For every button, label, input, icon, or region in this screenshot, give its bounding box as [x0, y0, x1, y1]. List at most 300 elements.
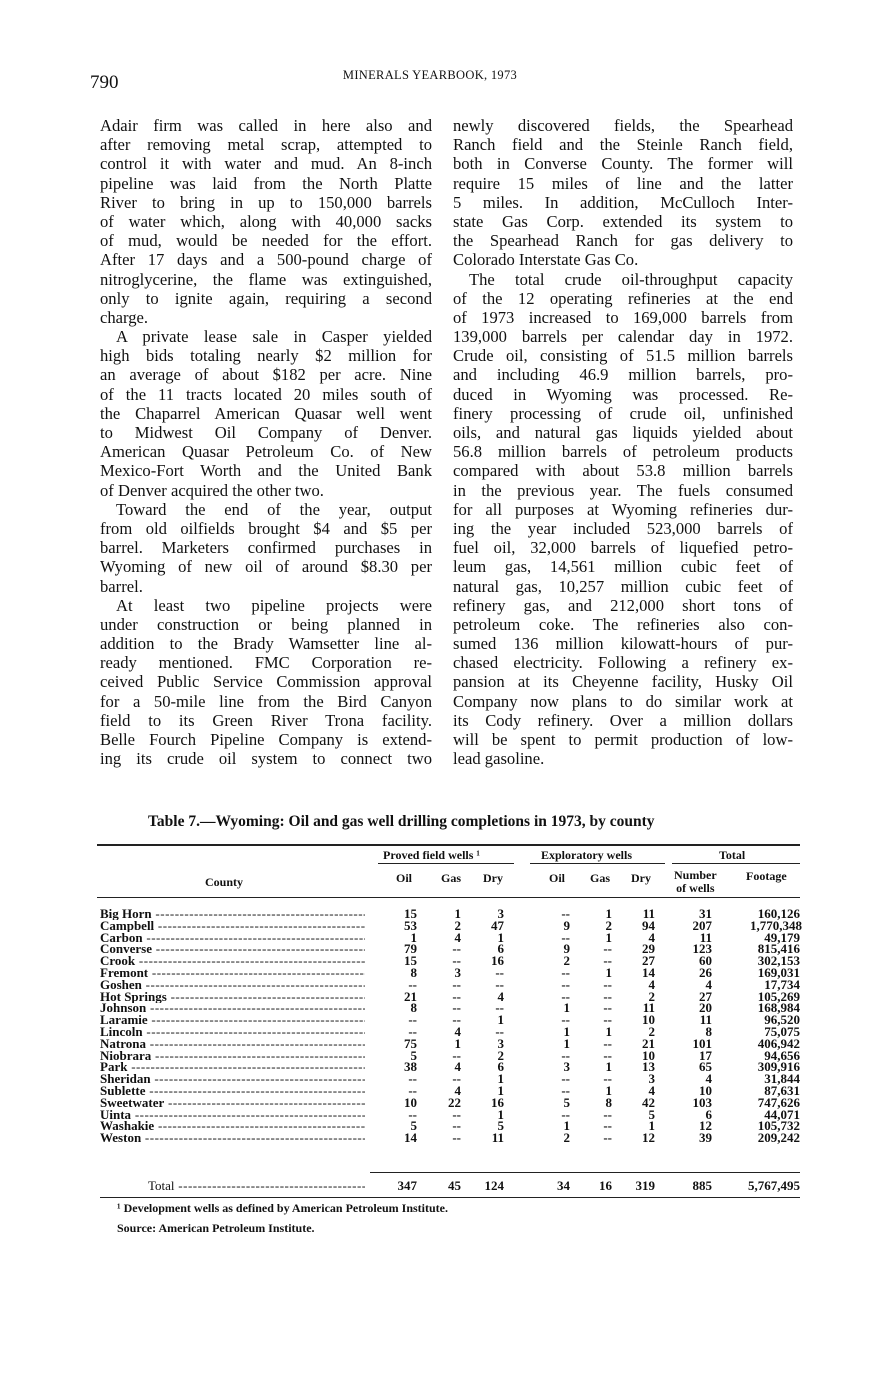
cell-footage: 1,770,348: [750, 917, 802, 933]
header-exploratory-wells: Exploratory wells: [541, 848, 632, 862]
text-line: both in Converse County. The former will: [453, 154, 793, 174]
header-exploratory-dry: Dry: [631, 871, 651, 885]
cell-proved-gas: 3: [454, 964, 461, 980]
cell-exploratory-gas: --: [603, 1047, 612, 1063]
cell-exploratory-gas: --: [603, 1106, 612, 1122]
cell-number-of-wells: 12: [699, 1118, 712, 1134]
cell-footage: 17,734: [764, 976, 800, 992]
table-row: [100, 1094, 800, 1110]
cell-proved-gas: --: [452, 1000, 461, 1016]
cell-exploratory-oil: 1: [563, 1023, 570, 1039]
text-line: oils, and natural gas liquids yielded about: [453, 423, 793, 442]
text-line: petroleum coke. The refineries also con-: [453, 614, 793, 634]
county-name: Sheridan -----: [100, 1073, 365, 1085]
cell-exploratory-oil: --: [561, 1082, 570, 1098]
text-line: control it with water and mud. An 8-inch: [100, 154, 432, 174]
cell-footage: 160,126: [757, 906, 800, 921]
total-proved-oil: 347: [397, 1178, 417, 1193]
cell-number-of-wells: 103: [692, 1094, 712, 1110]
cell-exploratory-gas: 8: [605, 1094, 612, 1110]
cell-footage: 105,269: [757, 988, 800, 1004]
cell-exploratory-gas: --: [603, 976, 612, 992]
cell-number-of-wells: 123: [692, 941, 712, 957]
cell-footage: 94,656: [764, 1047, 800, 1063]
cell-number-of-wells: 17: [699, 1047, 712, 1063]
cell-exploratory-oil: --: [561, 964, 570, 980]
cell-number-of-wells: 4: [705, 1071, 712, 1087]
cell-number-of-wells: 8: [705, 1023, 712, 1039]
cell-proved-gas: 1: [454, 1035, 461, 1051]
cell-proved-oil: --: [408, 1106, 417, 1122]
cell-exploratory-dry: 5: [648, 1106, 655, 1122]
text-line: refinery gas, and 212,000 short tons of: [453, 595, 793, 615]
text-line: under construction or being planned in: [100, 614, 432, 634]
right-text-column: [453, 116, 793, 768]
table-row: [100, 1061, 800, 1073]
text-line: charge.: [100, 307, 149, 327]
cell-exploratory-oil: 5: [563, 1094, 570, 1110]
text-line: Adair firm was called in here also and: [100, 116, 432, 135]
cell-exploratory-oil: 1: [563, 1035, 570, 1051]
cell-proved-oil: 75: [404, 1035, 417, 1051]
cell-proved-oil: 10: [404, 1094, 417, 1110]
cell-proved-gas: --: [452, 1106, 461, 1122]
text-line: only to ignite again, requiring a second: [100, 288, 432, 308]
cell-proved-dry: 16: [491, 1094, 504, 1110]
cell-exploratory-oil: --: [561, 906, 570, 921]
text-line: At least two pipeline projects were: [116, 595, 432, 615]
text-line: After 17 days and a 500-pound charge of: [100, 250, 432, 270]
county-name: Niobrara -----: [100, 1050, 365, 1062]
cell-exploratory-gas: --: [603, 1012, 612, 1028]
text-line: of the 12 operating refineries at the end: [453, 288, 793, 308]
cell-exploratory-oil: --: [561, 988, 570, 1004]
text-line: field to its Green River Trona facility.: [100, 710, 432, 730]
cell-proved-dry: 1: [497, 1082, 504, 1098]
text-line: The total crude oil-throughput capacity: [469, 269, 793, 289]
cell-proved-gas: --: [452, 1130, 461, 1146]
text-line: will be spent to permit production of low-: [453, 730, 793, 749]
cell-proved-dry: 1: [497, 1106, 504, 1122]
text-line: the Spearhead Ranch for gas delivery to: [453, 231, 793, 251]
cell-proved-oil: --: [408, 1012, 417, 1028]
cell-exploratory-oil: --: [561, 1071, 570, 1087]
cell-proved-dry: 11: [491, 1130, 504, 1146]
cell-exploratory-dry: 11: [642, 1000, 655, 1016]
county-name: Johnson -----: [100, 1002, 365, 1014]
cell-exploratory-gas: 2: [605, 917, 612, 933]
total-row: [100, 1178, 800, 1192]
cell-number-of-wells: 26: [699, 964, 712, 980]
cell-exploratory-gas: --: [603, 1035, 612, 1051]
total-number-of-wells: 885: [692, 1178, 712, 1193]
proved-group-rule: [378, 863, 514, 864]
cell-number-of-wells: 207: [692, 917, 712, 933]
total-exploratory-gas: 16: [599, 1178, 612, 1193]
table-row: [100, 1014, 800, 1026]
county-name: Natrona -----: [100, 1038, 365, 1050]
text-line: Company now plans to do similar work at: [453, 691, 793, 711]
exploratory-group-rule: [530, 863, 665, 864]
text-line: duced in Wyoming was processed. Re-: [453, 384, 793, 404]
cell-exploratory-gas: 1: [605, 906, 612, 921]
header-exploratory-oil: Oil: [549, 871, 566, 885]
text-line: in the previous year. The fuels consumed: [453, 480, 793, 500]
cell-proved-gas: --: [452, 941, 461, 957]
text-line: for a 50-mile line from the Bird Canyon: [100, 691, 432, 711]
text-line: 56.8 million barrels of petroleum products: [453, 442, 793, 462]
cell-exploratory-oil: 1: [563, 1118, 570, 1134]
header-proved-dry: Dry: [483, 871, 503, 885]
cell-exploratory-dry: 4: [648, 976, 655, 992]
text-line: chased electricity. Following a refinery ex-: [453, 653, 793, 673]
cell-exploratory-oil: 2: [563, 953, 570, 969]
cell-proved-oil: --: [408, 976, 417, 992]
cell-proved-dry: --: [495, 1000, 504, 1016]
text-line: American Quasar Petroleum Co. of New: [100, 442, 432, 462]
cell-exploratory-oil: --: [561, 1106, 570, 1122]
total-footage: 5,767,495: [748, 1178, 800, 1193]
cell-exploratory-gas: --: [603, 988, 612, 1004]
cell-exploratory-gas: --: [603, 1130, 612, 1146]
cell-exploratory-oil: --: [561, 976, 570, 992]
text-line: nitroglycerine, the flame was extinguished,: [100, 269, 432, 289]
county-name: Campbell -----: [100, 920, 365, 932]
cell-number-of-wells: 60: [699, 953, 712, 969]
text-line: an average of about $182 per acre. Nine: [100, 365, 432, 385]
cell-exploratory-dry: 21: [642, 1035, 655, 1051]
cell-exploratory-gas: 1: [605, 1082, 612, 1098]
cell-proved-oil: --: [408, 1023, 417, 1039]
text-line: Mexico-Fort Worth and the United Bank: [100, 461, 432, 481]
text-line: Belle Fourch Pipeline Company is extend-: [100, 730, 432, 749]
cell-proved-dry: 4: [497, 988, 504, 1004]
cell-proved-oil: 53: [404, 917, 417, 933]
text-line: after removing metal scrap, attempted to: [100, 135, 432, 155]
text-line: ceived Public Service Commission approval: [100, 672, 432, 692]
total-exploratory-dry: 319: [635, 1178, 655, 1193]
cell-exploratory-dry: 14: [642, 964, 655, 980]
table-row: [100, 917, 802, 933]
text-line: A private lease sale in Casper yielded: [116, 327, 432, 347]
cell-proved-oil: 8: [410, 1000, 417, 1016]
table-source: Source: American Petroleum Institute.: [117, 1221, 315, 1235]
cell-proved-dry: 3: [497, 1035, 504, 1051]
text-line: require 15 miles of line and the latter: [453, 173, 793, 193]
cell-proved-dry: 1: [497, 1071, 504, 1087]
cell-number-of-wells: 11: [699, 929, 712, 945]
text-line: its Cody refinery. Over a million dollars: [453, 710, 793, 730]
cell-footage: 49,179: [764, 929, 800, 945]
table-footnote: ¹ Development wells as defined by American Petroleum Institute.: [117, 1201, 449, 1215]
cell-proved-oil: 14: [404, 1130, 417, 1146]
text-line: addition to the Brady Wamsetter line al-: [100, 634, 432, 654]
cell-exploratory-dry: 4: [648, 929, 655, 945]
cell-proved-gas: --: [452, 1047, 461, 1063]
cell-exploratory-gas: --: [603, 941, 612, 957]
county-name: Laramie -----: [100, 1014, 365, 1026]
text-line: the Chaparrel American Quasar well went: [100, 403, 432, 423]
table-row: [100, 976, 800, 992]
cell-proved-dry: --: [495, 976, 504, 992]
cell-footage: 406,942: [757, 1035, 800, 1051]
text-line: leum gas, 14,561 million cubic feet of: [453, 557, 793, 577]
county-name: Sublette -----: [100, 1085, 365, 1097]
total-proved-gas: 45: [448, 1178, 461, 1193]
cell-number-of-wells: 39: [699, 1130, 712, 1146]
text-line: of mud, would be needed for the effort.: [100, 231, 432, 251]
cell-exploratory-oil: --: [561, 1047, 570, 1063]
running-title: MINERALS YEARBOOK, 1973: [342, 68, 518, 82]
county-name: Hot Springs -----: [100, 991, 365, 1003]
table-row: [100, 1002, 800, 1014]
cell-proved-oil: 21: [404, 988, 417, 1004]
cell-footage: 302,153: [757, 953, 800, 969]
cell-proved-dry: 5: [497, 1118, 504, 1134]
cell-footage: 168,984: [757, 1000, 800, 1016]
text-line: Toward the end of the year, output: [116, 499, 432, 519]
cell-number-of-wells: 6: [705, 1106, 712, 1122]
cell-number-of-wells: 27: [699, 988, 712, 1004]
header-number-of-wells: [674, 869, 717, 895]
cell-proved-dry: --: [495, 1023, 504, 1039]
cell-exploratory-dry: 3: [648, 1071, 655, 1087]
cell-exploratory-gas: --: [603, 1118, 612, 1134]
table-bottom-rule: [100, 1197, 800, 1198]
text-line: finery processing of crude oil, unfinished: [453, 403, 793, 423]
text-line: state Gas Corp. extended its system to: [453, 211, 793, 231]
county-name: Goshen -----: [100, 979, 365, 991]
table-row: [100, 943, 800, 955]
header-proved-gas: Gas: [441, 871, 462, 885]
cell-footage: 747,626: [757, 1094, 800, 1110]
text-line: of 1973 increased to 169,000 barrels from: [453, 307, 793, 327]
cell-proved-dry: 3: [497, 906, 504, 921]
cell-footage: 44,071: [764, 1106, 800, 1122]
cell-footage: 87,631: [764, 1082, 800, 1098]
cell-exploratory-gas: --: [603, 1000, 612, 1016]
cell-proved-gas: 4: [454, 929, 461, 945]
cell-exploratory-oil: --: [561, 929, 570, 945]
cell-proved-gas: --: [452, 976, 461, 992]
cell-proved-dry: 6: [497, 1059, 504, 1075]
cell-exploratory-oil: 2: [563, 1130, 570, 1146]
text-line: for all purposes at Wyoming refineries dur-: [453, 499, 793, 519]
cell-proved-gas: --: [452, 1118, 461, 1134]
cell-proved-gas: --: [452, 1012, 461, 1028]
text-line: pipeline was laid from the North Platte: [100, 173, 432, 193]
cell-number-of-wells: 4: [705, 976, 712, 992]
table-row: [100, 1106, 800, 1122]
text-line: ready mentioned. FMC Corporation re-: [100, 653, 432, 673]
cell-proved-gas: --: [452, 953, 461, 969]
cell-proved-oil: 1: [410, 929, 417, 945]
text-line: compared with about 53.8 million barrels: [453, 461, 793, 481]
header-footage: Footage: [746, 869, 787, 883]
cell-proved-gas: --: [452, 1071, 461, 1087]
cell-proved-dry: 2: [497, 1047, 504, 1063]
cell-proved-gas: 4: [454, 1059, 461, 1075]
cell-proved-gas: 2: [454, 917, 461, 933]
table-row: [100, 1073, 800, 1085]
cell-proved-gas: 22: [448, 1094, 461, 1110]
table-row: [100, 1047, 800, 1063]
cell-proved-oil: 15: [404, 953, 417, 969]
header-total: Total: [719, 848, 746, 862]
cell-exploratory-dry: 1: [648, 1118, 655, 1134]
cell-exploratory-dry: 2: [648, 1023, 655, 1039]
cell-footage: 309,916: [757, 1059, 800, 1075]
text-line: River to bring in up to 150,000 barrels: [100, 192, 432, 212]
table-row: [100, 1035, 800, 1051]
cell-number-of-wells: 10: [699, 1082, 712, 1098]
cell-number-of-wells: 20: [699, 1000, 712, 1016]
cell-footage: 31,844: [764, 1071, 800, 1087]
cell-exploratory-dry: 11: [642, 906, 655, 921]
cell-proved-dry: 1: [497, 929, 504, 945]
cell-exploratory-dry: 42: [642, 1094, 655, 1110]
cell-exploratory-dry: 4: [648, 1082, 655, 1098]
text-line: 5 miles. In addition, McCulloch Inter-: [453, 192, 793, 212]
cell-footage: 169,031: [757, 964, 800, 980]
text-line: high bids totaling nearly $2 million for: [100, 346, 432, 366]
cell-proved-gas: 4: [454, 1082, 461, 1098]
cell-proved-dry: --: [495, 964, 504, 980]
cell-exploratory-gas: 1: [605, 964, 612, 980]
county-name: Carbon -----: [100, 932, 365, 944]
total-label: Total -----: [148, 1178, 365, 1194]
cell-exploratory-gas: --: [603, 953, 612, 969]
county-name: Uinta -----: [100, 1109, 365, 1121]
text-line: lead gasoline.: [453, 749, 545, 769]
cell-exploratory-gas: --: [603, 1071, 612, 1087]
cell-proved-oil: --: [408, 1071, 417, 1087]
cell-exploratory-oil: 9: [563, 917, 570, 933]
county-name: Lincoln -----: [100, 1026, 365, 1038]
county-name: Weston -----: [100, 1132, 365, 1144]
cell-footage: 815,416: [757, 941, 800, 957]
county-name: Fremont -----: [100, 967, 365, 979]
cell-footage: 209,242: [757, 1130, 800, 1146]
table-row: [100, 955, 800, 967]
county-name: Crook -----: [100, 955, 365, 967]
cell-proved-oil: 5: [410, 1118, 417, 1134]
text-line: pansion at its Cheyenne facility, Husky Oil: [453, 672, 793, 692]
cell-exploratory-gas: 1: [605, 929, 612, 945]
cell-number-of-wells: 101: [692, 1035, 712, 1051]
text-line: newly discovered fields, the Spearhead: [453, 116, 793, 135]
cell-footage: 75,075: [764, 1023, 800, 1039]
text-line: from old oilfields brought $4 and $5 per: [100, 518, 432, 538]
text-line: Ranch field and the Steinle Ranch field,: [453, 135, 793, 155]
header-number-line1: Number: [674, 868, 717, 882]
text-line: ing the year included 523,000 barrels of: [453, 518, 793, 538]
text-line: 139,000 barrels per calendar day in 1972.: [453, 327, 793, 347]
text-line: of Denver acquired the other two.: [100, 480, 324, 500]
table-caption: Table 7.—Wyoming: Oil and gas well drilling completions in 1973, by county: [148, 813, 655, 830]
header-proved-field-wells: Proved field wells ¹: [383, 848, 481, 862]
total-top-rule: [370, 1172, 800, 1173]
text-line: natural gas, 10,257 million cubic feet of: [453, 576, 793, 596]
cell-exploratory-dry: 10: [642, 1012, 655, 1028]
text-line: of the 11 tracts located 20 miles south of: [100, 384, 432, 404]
total-group-rule: [672, 863, 800, 864]
table-top-rule: [97, 844, 800, 846]
cell-number-of-wells: 31: [699, 906, 712, 921]
cell-exploratory-gas: 1: [605, 1059, 612, 1075]
page-number: 790: [90, 72, 119, 93]
county-name: Sweetwater -----: [100, 1097, 365, 1109]
cell-proved-oil: 15: [404, 906, 417, 921]
table-row: [100, 1132, 800, 1144]
table-row: [100, 1120, 800, 1132]
cell-proved-gas: 4: [454, 1023, 461, 1039]
table-row: [100, 988, 800, 1004]
cell-number-of-wells: 65: [699, 1059, 712, 1075]
cell-exploratory-dry: 12: [642, 1130, 655, 1146]
text-line: barrel. Marketers confirmed purchases in: [100, 538, 432, 558]
cell-number-of-wells: 11: [699, 1012, 712, 1028]
cell-exploratory-gas: 1: [605, 1023, 612, 1039]
cell-proved-dry: 16: [491, 953, 504, 969]
county-name: Big Horn -----: [100, 908, 365, 920]
text-line: of water which, along with 40,000 sacks: [100, 211, 432, 231]
cell-exploratory-dry: 2: [648, 988, 655, 1004]
cell-proved-dry: 47: [491, 917, 504, 933]
cell-exploratory-dry: 10: [642, 1047, 655, 1063]
cell-footage: 105,732: [757, 1118, 800, 1134]
cell-exploratory-dry: 27: [642, 953, 655, 969]
text-line: ing its crude oil system to connect two: [100, 749, 432, 769]
cell-proved-oil: 79: [404, 941, 417, 957]
cell-exploratory-dry: 13: [642, 1059, 655, 1075]
header-exploratory-gas: Gas: [590, 871, 611, 885]
text-line: barrel.: [100, 576, 143, 596]
cell-exploratory-oil: 3: [563, 1059, 570, 1075]
text-line: Crude oil, consisting of 51.5 million barrels: [453, 346, 793, 366]
cell-exploratory-dry: 29: [642, 941, 655, 957]
cell-footage: 96,520: [764, 1012, 800, 1028]
table-row: [100, 964, 800, 980]
text-line: Wyoming of new oil of around $8.30 per: [100, 557, 432, 577]
header-bottom-rule: [97, 897, 800, 898]
text-line: sumed 136 million kilowatt-hours of pur-: [453, 634, 793, 654]
cell-proved-gas: --: [452, 988, 461, 1004]
table-body: [100, 908, 800, 1144]
county-name: Park -----: [100, 1061, 365, 1073]
cell-exploratory-oil: --: [561, 1012, 570, 1028]
cell-exploratory-dry: 94: [642, 917, 655, 933]
text-line: and including 46.9 million barrels, pro-: [453, 365, 793, 385]
cell-proved-gas: 1: [454, 906, 461, 921]
cell-exploratory-oil: 1: [563, 1000, 570, 1016]
text-line: Colorado Interstate Gas Co.: [453, 250, 639, 270]
total-exploratory-oil: 34: [557, 1178, 570, 1193]
cell-proved-oil: 8: [410, 964, 417, 980]
cell-proved-oil: --: [408, 1082, 417, 1098]
total-proved-dry: 124: [484, 1178, 504, 1193]
header-proved-oil: Oil: [396, 871, 413, 885]
header-number-line2: of wells: [676, 881, 715, 895]
cell-proved-dry: 6: [497, 941, 504, 957]
county-name: Converse -----: [100, 943, 365, 955]
header-county: County: [205, 875, 244, 889]
text-line: to Midwest Oil Company of Denver.: [100, 423, 432, 442]
county-name: Washakie -----: [100, 1120, 365, 1132]
text-line: fuel oil, 32,000 barrels of liquefied petro-: [453, 538, 793, 558]
cell-proved-dry: 1: [497, 1012, 504, 1028]
cell-proved-oil: 38: [404, 1059, 417, 1075]
